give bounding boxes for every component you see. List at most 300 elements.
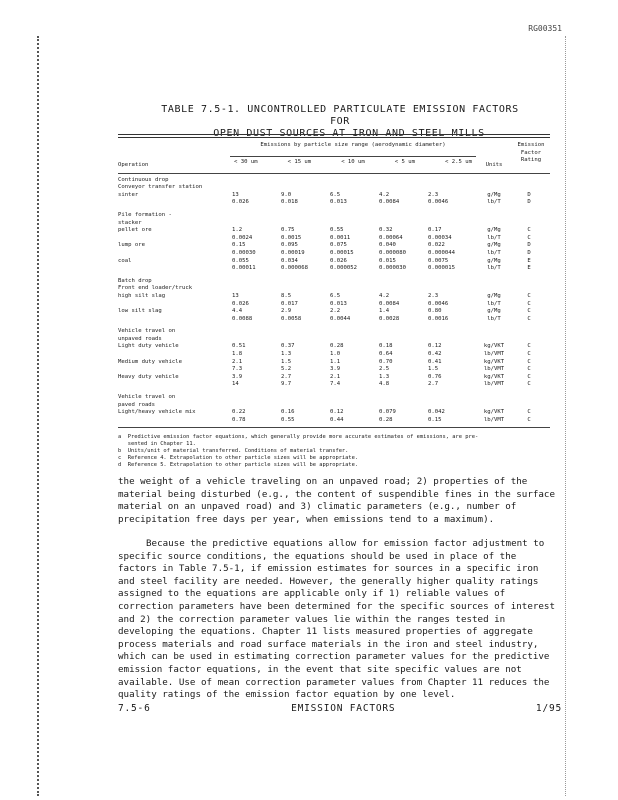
row-value: 0.013 xyxy=(330,199,347,206)
row-value: 0.040 xyxy=(379,242,396,249)
row-units: lb/T xyxy=(487,300,501,307)
row-value: 8.5 xyxy=(281,292,292,299)
row-value: 6.5 xyxy=(330,292,341,299)
row-value xyxy=(428,184,477,192)
row-rating: D xyxy=(527,191,531,198)
row-value xyxy=(379,336,428,344)
row-units xyxy=(477,402,511,410)
row-label xyxy=(118,250,230,258)
row-rating: C xyxy=(527,343,531,350)
footer-page-number: 7.5-6 xyxy=(118,703,151,714)
row-value: 0.0046 xyxy=(428,300,449,307)
table-row xyxy=(118,374,550,382)
table-row xyxy=(118,343,550,351)
row-value: 0.55 xyxy=(330,227,344,234)
row-units: lb/T xyxy=(487,234,501,241)
row-label: Medium duty vehicle xyxy=(118,358,182,365)
table-row xyxy=(118,366,550,374)
row-value: 13 xyxy=(232,191,239,198)
row-label xyxy=(118,316,230,324)
table-row xyxy=(118,227,550,235)
row-value xyxy=(230,328,281,336)
table-row xyxy=(118,328,550,336)
footnote: a Predictive emission factor equations, which generally provide more accurate estimates of emissions, are pre- xyxy=(118,434,479,441)
row-rating: C xyxy=(527,300,531,307)
row-value xyxy=(379,278,428,286)
row-value xyxy=(428,402,477,410)
footnote: c Reference 4. Extrapolation to other particle sizes will be appropriate. xyxy=(118,455,359,462)
row-value: 0.013 xyxy=(330,300,347,307)
table-row xyxy=(118,184,550,192)
row-units: kg/VKT xyxy=(483,358,505,365)
row-label: lump ore xyxy=(118,242,145,249)
row-value xyxy=(330,394,379,402)
row-value: 0.0015 xyxy=(281,234,302,241)
row-value: 0.42 xyxy=(428,351,442,358)
row-value: 0.15 xyxy=(232,242,246,249)
row-value xyxy=(330,184,379,192)
footnote: b Units/unit of material transferred. Conditions of material transfer. xyxy=(118,448,349,455)
row-label: Pile formation - xyxy=(118,211,172,218)
row-value xyxy=(230,394,281,402)
row-units: g/Mg xyxy=(487,292,501,299)
row-units: lb/VMT xyxy=(483,381,505,388)
row-rating: D xyxy=(527,249,531,256)
row-value xyxy=(230,212,281,220)
row-value: 0.015 xyxy=(379,257,396,264)
footer-date: 1/95 xyxy=(535,703,562,714)
row-value xyxy=(330,212,379,220)
row-value: 0.079 xyxy=(379,409,396,416)
row-rating: C xyxy=(527,409,531,416)
table-footnotes xyxy=(118,434,550,469)
row-value: 0.026 xyxy=(330,257,347,264)
row-label: Batch drop xyxy=(118,277,152,284)
row-rating xyxy=(511,177,547,185)
row-value xyxy=(428,278,477,286)
row-label: Light/heavy vehicle mix xyxy=(118,409,196,416)
row-value: 1.0 xyxy=(330,351,341,358)
row-value: 0.017 xyxy=(281,300,298,307)
row-value: 0.15 xyxy=(428,416,442,423)
row-value xyxy=(230,220,281,228)
row-units xyxy=(477,336,511,344)
row-units: g/Mg xyxy=(487,308,501,315)
header-size-col: < 2.5 um xyxy=(445,158,472,165)
row-value xyxy=(330,336,379,344)
row-value: 0.18 xyxy=(379,343,393,350)
row-rating xyxy=(511,336,547,344)
table-row xyxy=(118,409,550,417)
row-value: 0.00019 xyxy=(281,249,305,256)
row-value xyxy=(379,220,428,228)
row-label: Continuous drop xyxy=(118,176,169,183)
row-label: coal xyxy=(118,257,132,264)
row-value: 0.00015 xyxy=(330,249,354,256)
row-value: 0.0084 xyxy=(379,300,400,307)
row-value xyxy=(428,328,477,336)
document-number: RG00351 xyxy=(528,24,562,33)
row-value: 0.026 xyxy=(232,300,249,307)
row-units: g/Mg xyxy=(487,227,501,234)
row-value: 0.022 xyxy=(428,242,445,249)
row-value: 0.000015 xyxy=(428,265,455,272)
row-value: 0.0024 xyxy=(232,234,253,241)
row-value xyxy=(379,212,428,220)
row-label xyxy=(118,301,230,309)
table-title-line2: OPEN DUST SOURCES AT IRON AND STEEL MILLS xyxy=(213,128,485,139)
row-units xyxy=(477,328,511,336)
row-value: 0.76 xyxy=(428,373,442,380)
table-row xyxy=(118,336,550,344)
table-row xyxy=(118,301,550,309)
row-value xyxy=(281,336,330,344)
row-label: stacker xyxy=(118,219,142,226)
footnote: d Reference 5. Extrapolation to other particle sizes will be appropriate. xyxy=(118,462,359,469)
table-row xyxy=(118,177,550,185)
row-value: 0.0011 xyxy=(330,234,351,241)
row-value: 0.000068 xyxy=(281,265,308,272)
row-value: 13 xyxy=(232,292,239,299)
page-footer xyxy=(118,703,562,714)
row-value: 0.0028 xyxy=(379,315,400,322)
row-label: unpaved roads xyxy=(118,335,162,342)
row-value: 7.4 xyxy=(330,381,341,388)
row-label: Light duty vehicle xyxy=(118,343,179,350)
row-value: 0.16 xyxy=(281,409,295,416)
table-row xyxy=(118,242,550,250)
row-value xyxy=(281,184,330,192)
row-value xyxy=(281,220,330,228)
table-bottom-rule xyxy=(118,427,550,428)
row-rating xyxy=(511,402,547,410)
row-value: 2.3 xyxy=(428,191,439,198)
row-value xyxy=(330,278,379,286)
paragraph-2: Because the predictive equations allow for emission factor adjustment to specific source conditions, the equations should be used in place of the factors in Table 7.5-1, if emission estimates for sources in a specific iron and steel facility are needed. However, the generally higher quality ratings assigned to the equations are applicable only if 1) reliable values of correction parameters have been determined for the specific sources of interest and 2) the correction parameter values lie within the ranges tested in developing the equations. Chapter 11 lists measured properties of aggregate process materials and road surface materials in the iron and steel industry, which can be used in estimating correction parameter values for the predictive emission factor equations, in the event that site specific values are not available. Use of mean correction parameter values from Chapter 11 reduces the quality ratings of the emission factor equation by one level. xyxy=(118,538,555,701)
row-value: 0.00011 xyxy=(232,265,256,272)
row-value: 1.3 xyxy=(379,373,390,380)
row-value: 0.018 xyxy=(281,199,298,206)
row-value: 0.00064 xyxy=(379,234,403,241)
row-units: lb/VMT xyxy=(483,416,505,423)
row-label xyxy=(118,265,230,273)
row-value: 0.034 xyxy=(281,257,298,264)
row-rating: E xyxy=(527,265,531,272)
row-label: Conveyor transfer station xyxy=(118,184,203,191)
row-units xyxy=(477,394,511,402)
row-value xyxy=(379,402,428,410)
row-value: 0.0088 xyxy=(232,315,253,322)
table-title-line1: TABLE 7.5-1. UNCONTROLLED PARTICULATE EMISSION FACTORS FOR xyxy=(161,104,519,127)
row-value: 2.5 xyxy=(379,366,390,373)
table-row xyxy=(118,316,550,324)
row-value xyxy=(428,177,477,185)
header-size-col: < 30 um xyxy=(234,158,258,165)
table-top-rule xyxy=(118,134,550,138)
row-value: 0.0084 xyxy=(379,199,400,206)
row-value xyxy=(428,336,477,344)
row-value: 0.75 xyxy=(281,227,295,234)
header-rule xyxy=(118,173,550,174)
row-rating xyxy=(511,212,547,220)
row-units: lb/T xyxy=(487,199,501,206)
row-value: 0.000080 xyxy=(379,249,406,256)
row-rating xyxy=(511,285,547,293)
row-value: 0.64 xyxy=(379,351,393,358)
row-label xyxy=(118,351,230,359)
row-value: 2.9 xyxy=(281,308,292,315)
table-header xyxy=(118,142,550,170)
row-value: 4.4 xyxy=(232,308,243,315)
row-rating: C xyxy=(527,351,531,358)
row-value xyxy=(330,402,379,410)
table-row xyxy=(118,381,550,389)
row-label: Vehicle travel on xyxy=(118,328,176,335)
row-value xyxy=(330,177,379,185)
row-rating xyxy=(511,184,547,192)
row-value xyxy=(230,285,281,293)
row-rating: C xyxy=(527,315,531,322)
paragraph-1: the weight of a vehicle traveling on an unpaved road; 2) properties of the material being disturbed (e.g., the content of suspendible fines in the surface material on an unpaved road) and 3) climatic parameters (e.g., number of precipitation free days per year, when emissions tend to a maximum). xyxy=(118,476,555,525)
row-value xyxy=(281,177,330,185)
header-units: Units xyxy=(485,162,503,168)
row-label: paved roads xyxy=(118,401,156,408)
row-value: 0.026 xyxy=(232,199,249,206)
scan-border-right xyxy=(565,36,568,796)
table-row xyxy=(118,285,550,293)
row-value xyxy=(230,402,281,410)
row-value: 0.28 xyxy=(379,416,393,423)
row-value xyxy=(379,328,428,336)
row-value: 0.22 xyxy=(232,409,246,416)
row-rating: D xyxy=(527,242,531,249)
row-value xyxy=(230,278,281,286)
row-rating: E xyxy=(527,257,531,264)
row-value xyxy=(230,177,281,185)
row-value xyxy=(379,184,428,192)
header-size-columns xyxy=(230,156,476,167)
row-value xyxy=(281,394,330,402)
row-units: lb/T xyxy=(487,315,501,322)
table-body xyxy=(118,177,550,425)
row-value: 0.41 xyxy=(428,358,442,365)
row-value xyxy=(379,394,428,402)
row-label xyxy=(118,199,230,207)
row-units: g/Mg xyxy=(487,191,501,198)
table-row xyxy=(118,402,550,410)
row-value: 0.12 xyxy=(428,343,442,350)
row-label xyxy=(118,235,230,243)
row-label xyxy=(118,366,230,374)
row-rating xyxy=(511,394,547,402)
row-value: 2.2 xyxy=(330,308,341,315)
row-value: 1.1 xyxy=(330,358,341,365)
row-value: 0.0075 xyxy=(428,257,449,264)
table-row xyxy=(118,199,550,207)
row-value xyxy=(281,278,330,286)
row-value: 1.2 xyxy=(232,227,243,234)
row-label: high silt slag xyxy=(118,292,166,299)
row-label: Front end loader/truck xyxy=(118,285,193,292)
row-rating: C xyxy=(527,227,531,234)
table-row xyxy=(118,351,550,359)
row-value xyxy=(230,336,281,344)
row-value xyxy=(281,285,330,293)
row-units: lb/VMT xyxy=(483,351,505,358)
row-units xyxy=(477,184,511,192)
row-rating: C xyxy=(527,416,531,423)
row-value: 1.4 xyxy=(379,308,390,315)
row-label: Heavy duty vehicle xyxy=(118,373,179,380)
row-value xyxy=(330,285,379,293)
row-units xyxy=(477,278,511,286)
row-value: 0.37 xyxy=(281,343,295,350)
row-label: sinter xyxy=(118,191,139,198)
row-value: 0.0044 xyxy=(330,315,351,322)
row-rating xyxy=(511,328,547,336)
row-units: kg/VKT xyxy=(483,373,505,380)
row-value: 2.7 xyxy=(281,373,292,380)
row-units: kg/VKT xyxy=(483,343,505,350)
row-value: 0.70 xyxy=(379,358,393,365)
header-size-col: < 10 um xyxy=(341,158,365,165)
row-units: lb/VMT xyxy=(483,366,505,373)
row-units: kg/VKT xyxy=(483,409,505,416)
table-row xyxy=(118,293,550,301)
table-row xyxy=(118,192,550,200)
table-row xyxy=(118,212,550,220)
row-rating: C xyxy=(527,373,531,380)
row-value: 0.00034 xyxy=(428,234,452,241)
row-value: 2.1 xyxy=(330,373,341,380)
row-value: 0.80 xyxy=(428,308,442,315)
row-value: 0.0058 xyxy=(281,315,302,322)
row-rating: C xyxy=(527,308,531,315)
row-value: 0.042 xyxy=(428,409,445,416)
row-value xyxy=(281,328,330,336)
row-value xyxy=(428,212,477,220)
row-value: 0.51 xyxy=(232,343,246,350)
row-value: 0.55 xyxy=(281,416,295,423)
row-value: 0.00030 xyxy=(232,249,256,256)
row-value: 4.8 xyxy=(379,381,390,388)
row-value: 0.000044 xyxy=(428,249,455,256)
row-units xyxy=(477,220,511,228)
footnote: sented in Chapter 11. xyxy=(118,441,196,448)
row-units: g/Mg xyxy=(487,257,501,264)
row-label xyxy=(118,417,230,425)
table-row xyxy=(118,278,550,286)
row-value xyxy=(379,177,428,185)
row-value: 5.2 xyxy=(281,366,292,373)
row-value xyxy=(281,212,330,220)
row-value: 4.2 xyxy=(379,191,390,198)
header-size-col: < 15 um xyxy=(287,158,312,165)
header-size-group xyxy=(230,142,476,170)
table-row xyxy=(118,220,550,228)
row-units xyxy=(477,177,511,185)
row-value xyxy=(330,220,379,228)
row-rating: C xyxy=(527,292,531,299)
row-value: 2.1 xyxy=(232,358,243,365)
row-rating: C xyxy=(527,366,531,373)
row-value: 0.0016 xyxy=(428,315,449,322)
row-value xyxy=(428,220,477,228)
scan-border-left xyxy=(37,36,42,796)
row-rating: C xyxy=(527,358,531,365)
footer-title: EMISSION FACTORS xyxy=(291,703,396,714)
row-rating: D xyxy=(527,199,531,206)
row-value: 0.12 xyxy=(330,409,344,416)
row-value: 1.8 xyxy=(232,351,243,358)
row-label: Vehicle travel on xyxy=(118,394,176,401)
row-value xyxy=(230,184,281,192)
header-size-group-label: Emissions by particle size range (aerodynamic diameter) xyxy=(260,142,446,148)
row-value xyxy=(330,328,379,336)
emission-factor-table xyxy=(118,134,550,469)
row-value: 9.7 xyxy=(281,381,292,388)
row-value xyxy=(281,402,330,410)
row-value: 3.9 xyxy=(232,373,243,380)
row-value: 9.0 xyxy=(281,191,292,198)
row-label: pellet ore xyxy=(118,227,152,234)
row-value: 0.095 xyxy=(281,242,298,249)
row-value: 0.075 xyxy=(330,242,347,249)
row-value: 4.2 xyxy=(379,292,390,299)
row-value: 14 xyxy=(232,381,239,388)
row-value: 3.9 xyxy=(330,366,341,373)
row-value: 1.3 xyxy=(281,351,292,358)
row-value: 0.44 xyxy=(330,416,344,423)
row-value: 2.3 xyxy=(428,292,439,299)
row-value: 0.17 xyxy=(428,227,442,234)
row-value: 0.28 xyxy=(330,343,344,350)
row-value: 0.0046 xyxy=(428,199,449,206)
header-size-col: < 5 um xyxy=(394,158,415,165)
row-value: 0.055 xyxy=(232,257,249,264)
row-value: 1.5 xyxy=(428,366,439,373)
row-value: 0.32 xyxy=(379,227,393,234)
row-value xyxy=(379,285,428,293)
table-row xyxy=(118,258,550,266)
row-units xyxy=(477,212,511,220)
row-value: 6.5 xyxy=(330,191,341,198)
table-row xyxy=(118,235,550,243)
row-value: 0.000030 xyxy=(379,265,406,272)
table-row xyxy=(118,359,550,367)
row-value: 7.3 xyxy=(232,366,243,373)
table-row xyxy=(118,308,550,316)
row-value: 1.5 xyxy=(281,358,292,365)
row-value xyxy=(428,285,477,293)
table-row xyxy=(118,394,550,402)
row-units: lb/T xyxy=(487,249,501,256)
row-value: 0.000052 xyxy=(330,265,357,272)
row-rating xyxy=(511,220,547,228)
row-units xyxy=(477,285,511,293)
row-value: 0.78 xyxy=(232,416,246,423)
row-label xyxy=(118,381,230,389)
row-units: lb/T xyxy=(487,265,501,272)
table-row xyxy=(118,250,550,258)
header-operation: Operation xyxy=(118,162,149,168)
row-rating xyxy=(511,278,547,286)
row-value xyxy=(428,394,477,402)
row-units: g/Mg xyxy=(487,242,501,249)
table-row xyxy=(118,265,550,273)
row-rating: C xyxy=(527,381,531,388)
row-value: 2.7 xyxy=(428,381,439,388)
